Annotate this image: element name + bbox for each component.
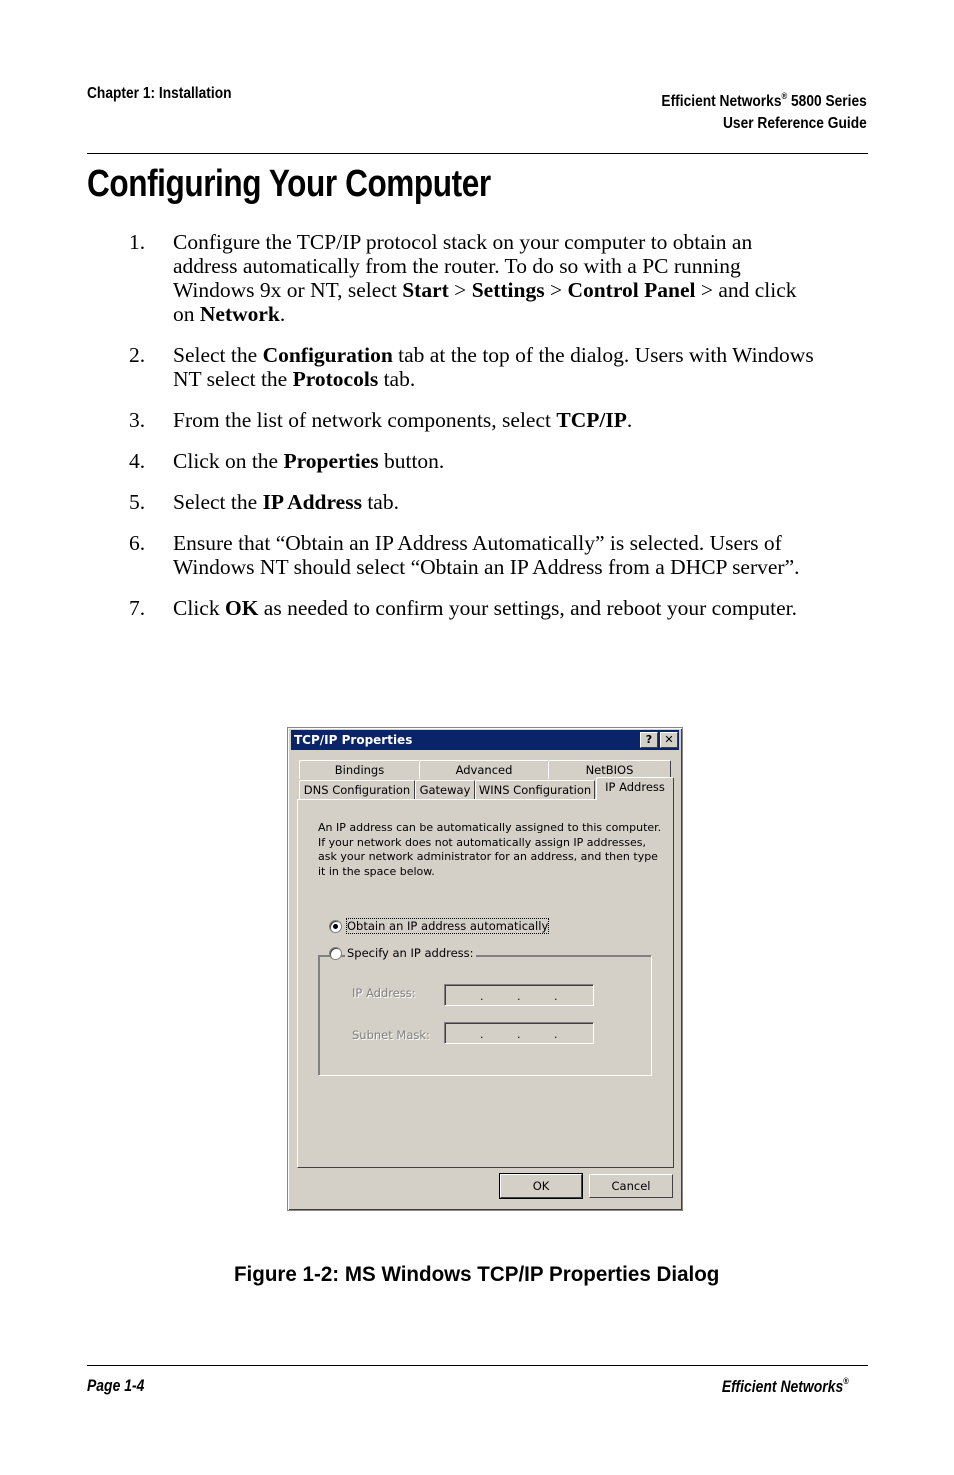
step-emphasis: Control Panel: [567, 278, 696, 302]
radio-obtain-automatically[interactable]: [329, 920, 342, 933]
ok-button[interactable]: OK: [500, 1174, 582, 1198]
header-rule: [87, 153, 868, 154]
radio-specify-ip-label[interactable]: Specify an IP address:: [347, 946, 474, 960]
step-text: as needed to confirm your settings, and reboot your computer.: [258, 596, 797, 620]
step-text: Click: [173, 596, 225, 620]
specify-ip-group: [318, 955, 652, 1076]
tab-ip-address[interactable]: IP Address: [596, 777, 674, 800]
footer-rule: [87, 1365, 868, 1366]
header-series: 5800 Series: [787, 93, 867, 110]
dialog-description: An IP address can be automatically assigned to this computer. If your network does not automatically assign IP addresses, ask your network administrator for an address, and then type it in the space below.: [318, 821, 662, 878]
step-text: Select the: [173, 490, 263, 514]
step-item: [0, 408, 821, 432]
step-emphasis: Protocols: [292, 367, 379, 391]
step-emphasis: Start: [402, 278, 449, 302]
step-emphasis: OK: [224, 596, 259, 620]
header-chapter: Chapter 1: Installation: [87, 85, 232, 102]
tab-advanced[interactable]: Advanced: [419, 760, 549, 779]
tab-dns-configuration[interactable]: DNS Configuration: [299, 780, 415, 799]
close-icon[interactable]: ✕: [660, 732, 678, 748]
step-number: 2.: [129, 343, 146, 367]
step-number: 4.: [129, 449, 146, 473]
cancel-button[interactable]: Cancel: [589, 1174, 673, 1198]
footer-brand-text: Efficient Networks: [722, 1377, 844, 1396]
step-number: 7.: [129, 596, 146, 620]
step-number: 1.: [129, 230, 146, 254]
step-item: [0, 596, 821, 620]
step-emphasis: IP Address: [262, 490, 362, 514]
step-text: >: [544, 278, 568, 302]
step-item: [0, 230, 821, 326]
tcpip-properties-dialog: [287, 727, 683, 1211]
tab-bindings[interactable]: Bindings: [299, 760, 420, 779]
step-text: Select the: [173, 343, 263, 367]
step-item: [0, 343, 821, 391]
footer-page: Page 1-4: [87, 1376, 145, 1395]
step-number: 6.: [129, 531, 146, 555]
tab-gateway[interactable]: Gateway: [415, 780, 475, 799]
step-text: Click on the: [173, 449, 284, 473]
radio-obtain-automatically-label[interactable]: Obtain an IP address automatically: [347, 919, 549, 933]
section-title: Configuring Your Computer: [87, 163, 491, 205]
step-text: button.: [378, 449, 445, 473]
steps-list: [0, 230, 954, 637]
step-emphasis: Settings: [471, 278, 545, 302]
step-item: [0, 490, 821, 514]
radio-specify-ip[interactable]: [329, 947, 342, 960]
header-brand: Efficient Networks: [661, 93, 782, 110]
step-number: 5.: [129, 490, 146, 514]
step-text: > and click on: [173, 278, 797, 326]
step-text: tab.: [361, 490, 399, 514]
step-item: [0, 449, 821, 473]
step-emphasis: TCP/IP: [556, 408, 627, 432]
tab-wins-configuration[interactable]: WINS Configuration: [475, 780, 595, 799]
tab-netbios[interactable]: NetBIOS: [548, 760, 671, 779]
footer-brand: [722, 1376, 849, 1397]
step-emphasis: Network: [199, 302, 280, 326]
header-guide: User Reference Guide: [723, 115, 867, 132]
footer-registered-mark: ®: [843, 1376, 849, 1386]
step-text: tab at the top of the dialog. Users with Windows NT select the: [173, 343, 814, 391]
ip-address-label: IP Address:: [352, 986, 416, 1000]
step-text: .: [626, 408, 633, 432]
step-item: [0, 531, 821, 579]
figure-caption: [0, 1263, 954, 1287]
step-text: >: [448, 278, 472, 302]
step-text: Ensure that “Obtain an IP Address Automatically” is selected. Users of Windows NT should select “Obtain an IP Address from a DHCP server”.: [173, 531, 800, 579]
step-text: Configure the TCP/IP protocol stack on your computer to obtain an address automatically from the router. To do so with a PC running Windows 9x or NT, select: [173, 230, 753, 302]
registered-mark: ®: [781, 91, 788, 101]
step-number: 3.: [129, 408, 146, 432]
ip-address-field[interactable]: . . .: [444, 984, 594, 1006]
dialog-title: TCP/IP Properties: [294, 733, 413, 747]
step-emphasis: Configuration: [262, 343, 393, 367]
step-text: .: [279, 302, 286, 326]
subnet-mask-field[interactable]: . . .: [444, 1022, 594, 1044]
header-product: [662, 85, 867, 135]
step-text: tab.: [378, 367, 416, 391]
help-icon[interactable]: ?: [640, 732, 658, 748]
dialog-title-bar: [291, 730, 679, 750]
step-text: From the list of network components, select: [173, 408, 557, 432]
step-emphasis: Properties: [283, 449, 379, 473]
subnet-mask-label: Subnet Mask:: [352, 1028, 430, 1042]
figure-caption-text: Figure 1-2: MS Windows TCP/IP Properties Dialog: [234, 1263, 720, 1286]
